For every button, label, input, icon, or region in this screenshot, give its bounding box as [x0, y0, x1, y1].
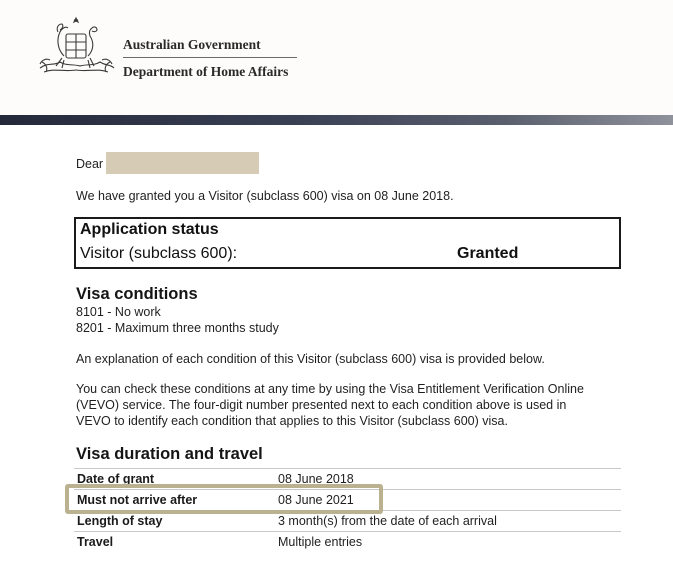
department-name: Department of Home Affairs — [123, 64, 289, 79]
condition-item: 8201 - Maximum three months study — [76, 321, 279, 335]
application-status-value: Granted — [457, 245, 519, 262]
highlight-box — [65, 484, 383, 514]
table-row — [74, 531, 621, 552]
salutation: Dear — [76, 157, 104, 171]
visa-conditions-heading: Visa conditions — [76, 285, 198, 303]
application-status-title: Application status — [80, 221, 219, 238]
condition-item: 8101 - No work — [76, 305, 161, 319]
application-status-label: Visitor (subclass 600): — [80, 245, 238, 262]
row-value: 08 June 2021 — [278, 493, 354, 507]
vevo-paragraph-line: VEVO to identify each condition that applies to this Visitor (subclass 600) visa. — [76, 414, 508, 428]
letterhead-divider — [123, 57, 297, 58]
visa-duration-heading: Visa duration and travel — [76, 445, 263, 463]
row-label: Travel — [77, 535, 114, 549]
grant-sentence: We have granted you a Visitor (subclass 600) visa on 08 June 2018. — [76, 189, 454, 203]
row-label: Date of grant — [77, 472, 155, 486]
row-value: 08 June 2018 — [278, 472, 354, 486]
row-label: Must not arrive after — [77, 493, 198, 507]
government-name: Australian Government — [123, 37, 261, 52]
row-label: Length of stay — [77, 514, 163, 528]
redacted-name — [106, 152, 259, 174]
row-value: Multiple entries — [278, 535, 363, 549]
row-value: 3 month(s) from the date of each arrival — [278, 514, 497, 528]
letterhead — [0, 0, 673, 115]
application-status-box — [74, 217, 621, 269]
vevo-paragraph-line: (VEVO) service. The four-digit number presented next to each condition above is used in — [76, 398, 567, 412]
vevo-paragraph-line: You can check these conditions at any time by using the Visa Entitlement Verification Online — [76, 382, 584, 396]
header-band — [0, 115, 673, 125]
conditions-explanation: An explanation of each condition of this Visitor (subclass 600) visa is provided below. — [76, 352, 545, 366]
coat-of-arms-icon — [34, 16, 118, 82]
